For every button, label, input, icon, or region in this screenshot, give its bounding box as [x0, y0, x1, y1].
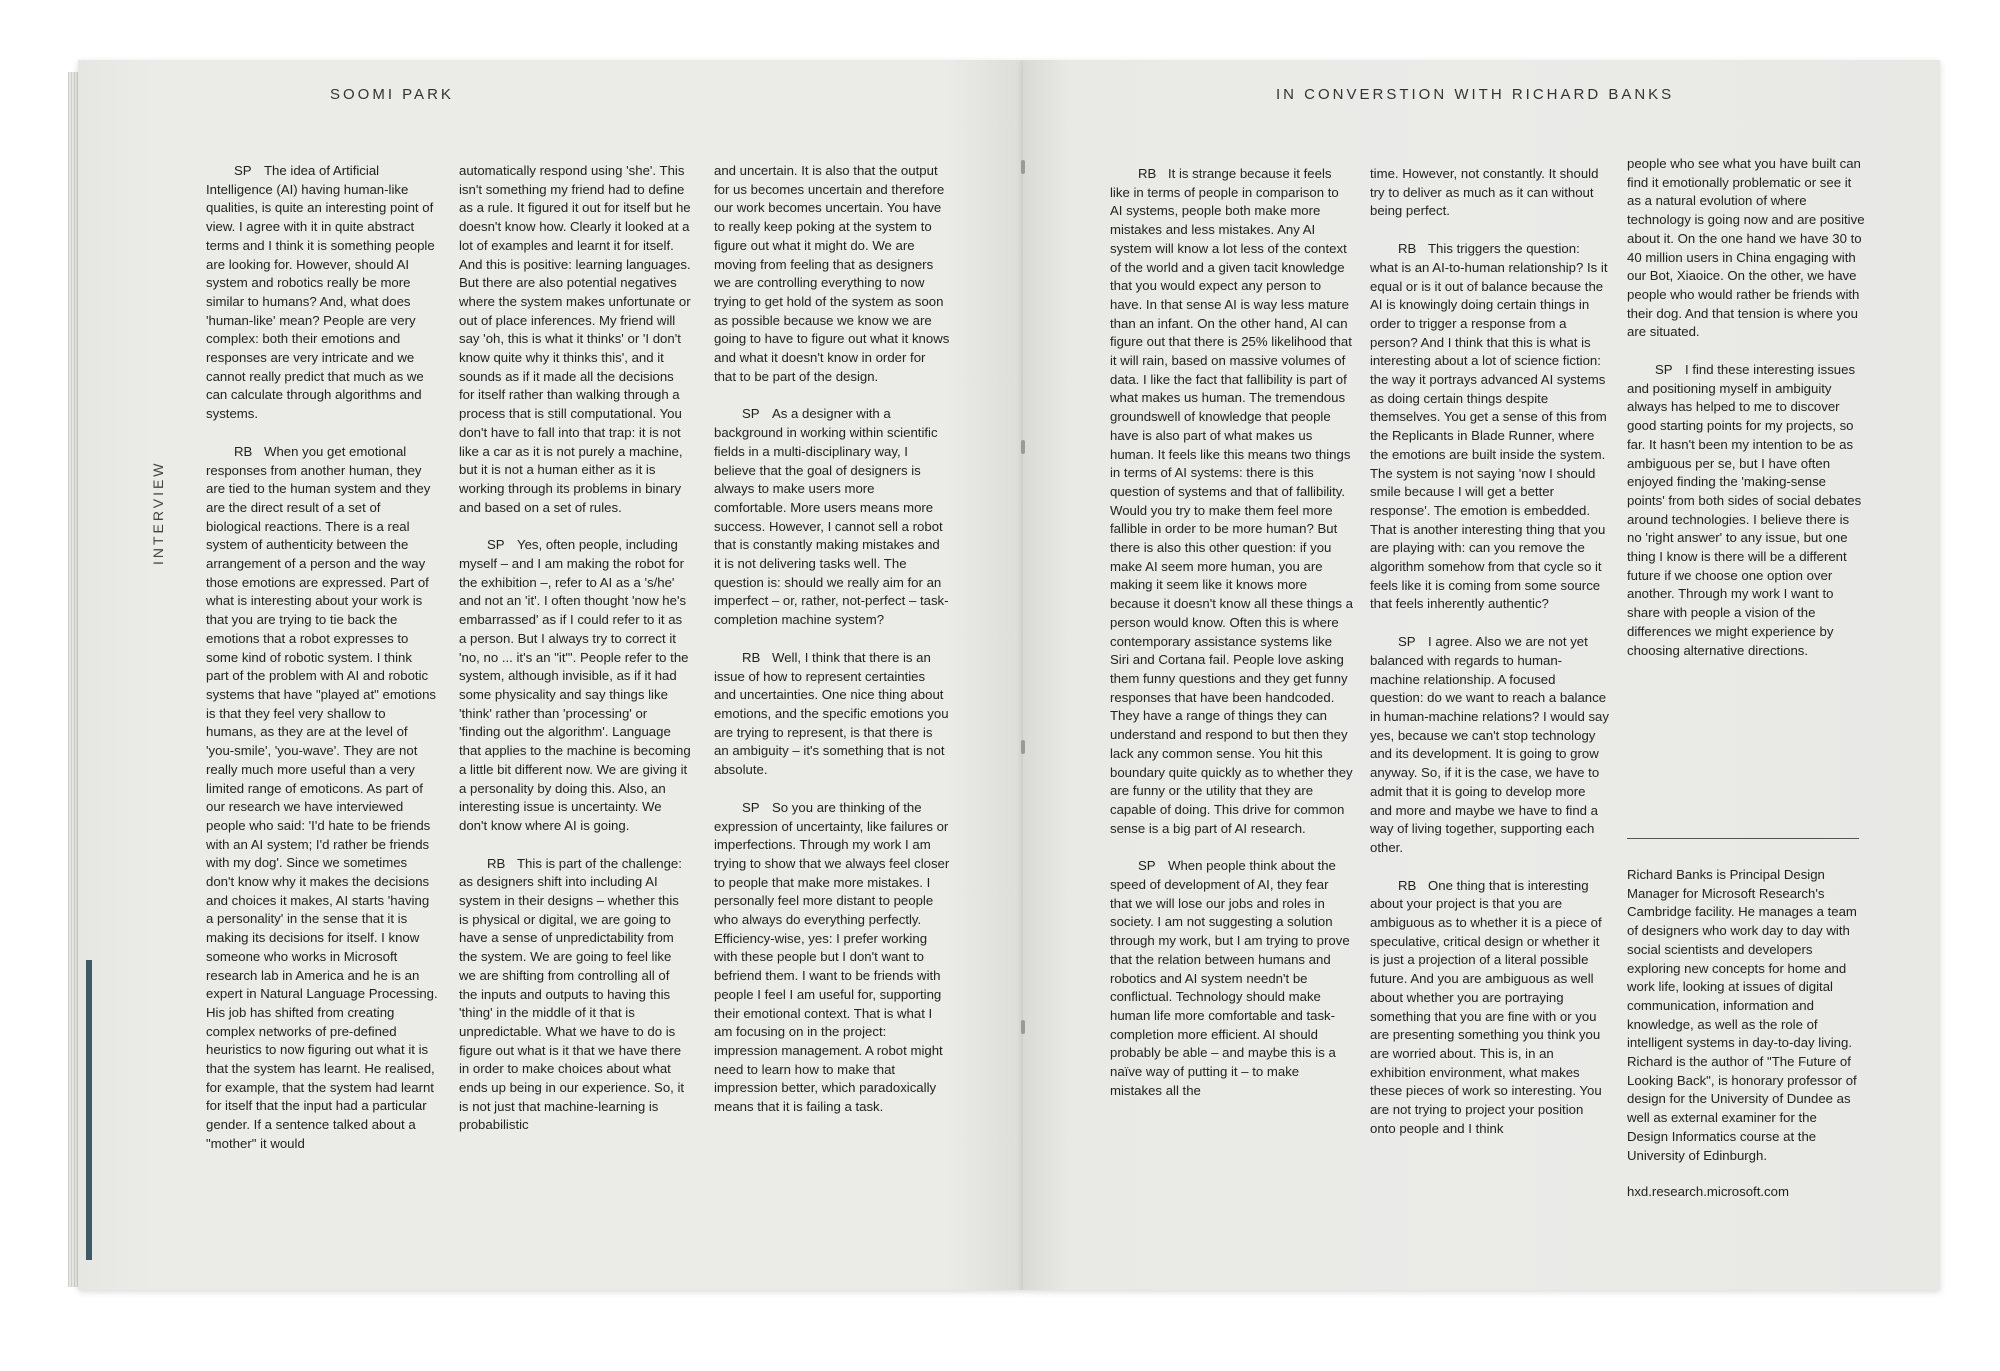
- page-edge-accent: [86, 960, 92, 1260]
- speaker-initials: SP: [487, 537, 505, 553]
- paragraph-text: people who see what you have built can find it emotionally problematic or see it as a natural evolution of where technology is going now and are positive about it. On the one hand we have 30 to 40 million users in China engaging with our Bot, Xiaoice. On the other, we have people who would rather be friends with their dog. And that tension is where you are situated.: [1627, 156, 1865, 340]
- paragraph-text: Yes, often people, including myself – and I am making the robot for the exhibition –, refer to AI as a 's/he' and not an 'it'. I often thought 'now he's embarrassed' as if I could refer to it as a person. But I always try to correct it 'no, no ... it's an "it"'. People refer to the system, although invisible, as if it had some physicality and say things like 'think' rather than 'processing' or 'finding out the algorithm'. Language that applies to the machine is becoming a little bit different now. We are giving it a personality by doing this. Also, an interesting issue is uncertainty. We don't know where AI is going.: [459, 537, 691, 833]
- paragraph-text: time. However, not constantly. It should try to deliver as much as it can without being perfect.: [1370, 166, 1599, 219]
- section-label-interview: INTERVIEW: [150, 460, 166, 565]
- speaker-initials: RB: [1138, 166, 1157, 181]
- column-3: [714, 162, 950, 1136]
- column-4: [1110, 165, 1353, 1119]
- author-bio: [1627, 866, 1857, 1220]
- bio-divider: [1627, 838, 1859, 839]
- bio-url: hxd.research.microsoft.com: [1627, 1184, 1789, 1200]
- paragraph-text: When people think about the speed of development of AI, they fear that we will lose our jobs and roles in society. I am not suggesting a solution through my work, but I am trying to prove that the relation between humans and robotics and AI system needn't be conflictual. Technology should make human life more comfortable and task-completion more efficient. AI should probably be able – and maybe this is a naïve way of putting it – to make mistakes all the: [1110, 858, 1350, 1098]
- paragraph: [714, 649, 950, 780]
- paragraph: [1627, 155, 1865, 342]
- speaker-initials: SP: [742, 799, 760, 815]
- paragraph-text: So you are thinking of the expression of uncertainty, like failures or imperfections. Through my work I am trying to show that we always feel closer to people that make more mistakes. I personally feel more distant to people who always do everything perfectly. Efficiency-wise, yes: I prefer working with these people but I don't want to befriend them. I want to be friends with people I feel I am useful for, supporting their emotional context. That is what I am focusing on in the project: impression management. A robot might need to learn how to make that impression better, which paradoxically means that it is failing a task.: [714, 799, 950, 1115]
- paragraph: [1370, 165, 1610, 221]
- paragraph: [1627, 361, 1865, 660]
- paragraph-text: It is strange because it feels like in terms of people in comparison to AI systems, people both make more mistakes and less mistakes. Any AI system will know a lot less of the context of the world and a given tacit knowledge that you would expect any person to have. In that sense AI is way less mature than an infant. On the other hand, AI can figure out that there is 25% likelihood that it will rain, based on massive volumes of data. I like the fact that fallibility is part of what makes us human. The tremendous groundswell of knowledge that people have is also part of what makes us human. It feels like this means two things in terms of AI systems: there is this question of systems and that of fallibility. Would you try to make them feel more fallible in order to be more human? But there is also this other question: if you make AI seem more human, you are making it seem like it knows more because it doesn't know all these things a person would know. Often this is where contemporary assistance systems like Siri and Cortana fail. People love asking them funny questions and they get funny responses that have been handcoded. They have a range of things they can understand and respond to but then they lack any common sense. You hit this boundary quite quickly as to whether they are funny or the utility that they are capable of doing. This drive for common sense is a big part of AI research.: [1110, 166, 1353, 836]
- paragraph: [1370, 877, 1610, 1139]
- speaker-initials: RB: [742, 649, 761, 665]
- paragraph-text: Well, I think that there is an issue of how to represent certainties and uncertainties. One nice thing about emotions, and the specific emotions you are trying to represent, is that there is an ambiguity – it's something that is not absolute.: [714, 649, 949, 778]
- paragraph: [206, 162, 438, 424]
- paragraph-text: One thing that is interesting about your project is that you are ambiguous as to whether it is a piece of speculative, critical design or whether it is just a projection of a literal possible future. And you are ambiguous as well about whether you are portraying something that you are fine with or you are presenting something you think you are worried about. This is, in an exhibition environment, what makes these pieces of work so interesting. You are not trying to project your position onto people and I think: [1370, 877, 1602, 1136]
- spine-stitching: [1018, 60, 1028, 1290]
- speaker-initials: RB: [487, 855, 506, 871]
- paragraph: [1110, 165, 1353, 838]
- paragraph-text: When you get emotional responses from another human, they are tied to the human system and they are the direct result of a set of biological reactions. There is a real system of authenticity between the arrangement of a person and the way those emotions are expressed. Part of what is interesting about your work is that you are trying to tie back the emotions that a robot expresses to some kind of robotic system. I think part of the problem with AI and robotic systems that have "played at" emotions is that they feel very shallow to humans, as they are at the level of 'you-smile', 'you-wave'. They are not really much more useful than a very limited range of emoticons. As part of our research we have interviewed people who said: 'I'd hate to be friends with an AI system; I'd rather be friends with my dog'. Since we sometimes don't know why it makes the decisions and choices it makes, AI starts 'having a personality' in the sense that it is making its decisions for itself. I know someone who works in Microsoft research lab in America and he is an expert in Natural Language Processing. His job has shifted from creating complex networks of pre-defined heuristics to now figuring out what it is that the system has learnt. He realised, for example, that the system had learnt for itself that the input had a particular gender. If a sentence talked about a "mother" it would: [206, 443, 438, 1151]
- paragraph: [1370, 240, 1610, 614]
- paragraph: [1370, 633, 1610, 857]
- paragraph-text: This triggers the question: what is an AI-to-human relationship? Is it equal or is it out of balance because the AI is knowingly doing certain things in order to trigger a response from a person? And I think that this is what is interesting about a lot of science fiction: the way it portrays advanced AI systems as doing certain things despite themselves. You get a sense of this from the Replicants in Blade Runner, where the emotions are built inside the system. The system is not saying 'now I should smile because I will get a better response'. The emotion is embedded. That is another interesting thing that you are playing with: can you remove the algorithm somehow from that cycle so it feels like it is coming from some source that feels inherently authentic?: [1370, 241, 1608, 612]
- paragraph: [714, 162, 950, 386]
- paragraph: [714, 799, 950, 1117]
- running-head-right: IN CONVERSTION WITH RICHARD BANKS: [1276, 86, 1675, 103]
- speaker-initials: SP: [742, 406, 760, 422]
- column-5: [1370, 165, 1610, 1157]
- paragraph: [1110, 857, 1353, 1100]
- paragraph-text: I agree. Also we are not yet balanced with regards to human-machine relationship. A focused question: do we want to reach a balance in human-machine relations? I would say yes, because we can't stop technology and its development. It is going to grow anyway. So, if it is the case, we have to admit that it is going to develop more and more and maybe we have to find a way of living together, supporting each other.: [1370, 634, 1609, 855]
- paragraph-text: This is part of the challenge: as designers shift into including AI system in their designs – whether this is physical or digital, we are going to have a sense of unpredictability from the system. We are going to feel like we are shifting from controlling all of the inputs and outputs to having this 'thing' in the middle of it that is unpredictable. What we have to do is figure out what is it that we have there in order to make choices about what ends up being in our experience. So, it is not just that machine-learning is probabilistic: [459, 855, 685, 1133]
- bio-text: Richard Banks is Principal Design Manager for Microsoft Research's Cambridge facility. He manages a team of designers who work day to day with social scientists and developers exploring new concepts for home and work life, looking at issues of digital communication, information and knowledge, as well as the role of intelligent systems in day-to-day living. Richard is the author of "The Future of Looking Back", is honorary professor of design for the University of Dundee as well as external examiner for the Design Informatics course at the University of Edinburgh.: [1627, 867, 1857, 1163]
- speaker-initials: RB: [1398, 241, 1417, 257]
- paragraph-text: and uncertain. It is also that the output for us becomes uncertain and therefore our work becomes uncertain. You have to really keep poking at the system to figure out what it might do. We are moving from feeling that as designers we are controlling everything to now trying to get hold of the system as soon as possible because we know we are going to have to figure out what it knows and what it doesn't know in order for that to be part of the design.: [714, 163, 950, 384]
- paragraph-text: As a designer with a background in working within scientific fields in a multi-disciplinary way, I believe that the goal of designers is always to make users more comfortable. More users means more success. However, I cannot sell a robot that is constantly making mistakes and it is not delivering tasks well. The question is: should we really aim for an imperfect – or, rather, not-perfect – task-completion machine system?: [714, 406, 949, 628]
- speaker-initials: SP: [234, 163, 252, 178]
- paragraph: [459, 162, 691, 517]
- paragraph: [714, 405, 950, 629]
- paragraph-text: automatically respond using 'she'. This isn't something my friend had to define as a rule. It figured it out for itself but he doesn't know how. Clearly it looked at a lot of examples and learnt it for itself. And this is positive: learning languages. But there are also potential negatives where the system makes unfortunate or out of place inferences. My friend will say 'oh, this is what it thinks' or 'I don't know quite why it thinks this', and it sounds as if it made all the decisions for itself rather than walking through a process that is still computational. You don't have to fall into that trap: it is not like a car as it is not purely a machine, but it is not a human either as it is working through its problems in binary and based on a set of rules.: [459, 163, 691, 515]
- speaker-initials: SP: [1655, 362, 1673, 378]
- speaker-initials: RB: [1398, 877, 1417, 893]
- speaker-initials: SP: [1398, 634, 1416, 650]
- speaker-initials: SP: [1138, 858, 1156, 874]
- column-6: [1627, 155, 1865, 679]
- paragraph-text: The idea of Artificial Intelligence (AI) having human-like qualities, is quite an interesting point of view. I agree with it in quite abstract terms and I think it is something people are looking for. However, should AI system and robotics really be more similar to humans? And, what does 'human-like' mean? People are very complex: both their emotions and responses are very intricate and we cannot really predict that much as we can calculate through algorithms and systems.: [206, 163, 435, 422]
- paragraph: [206, 443, 438, 1154]
- speaker-initials: RB: [234, 443, 253, 459]
- running-head-left: SOOMI PARK: [330, 86, 454, 103]
- paragraph-text: I find these interesting issues and positioning myself in ambiguity always has helped to me to discover good starting points for my projects, so far. It hasn't been my intention to be as ambiguous per se, but I have often enjoyed finding the 'making-sense points' from both sides of social debates around technologies. I believe there is no 'right answer' to any issue, but one thing I know is there will be a different future if we choose one option over another. Through my work I want to share with people a vision of the differences we might experience by choosing alternative directions.: [1627, 362, 1862, 658]
- column-1: [206, 162, 438, 1173]
- paragraph: [459, 536, 691, 835]
- column-2: [459, 162, 691, 1154]
- paragraph: [459, 855, 691, 1136]
